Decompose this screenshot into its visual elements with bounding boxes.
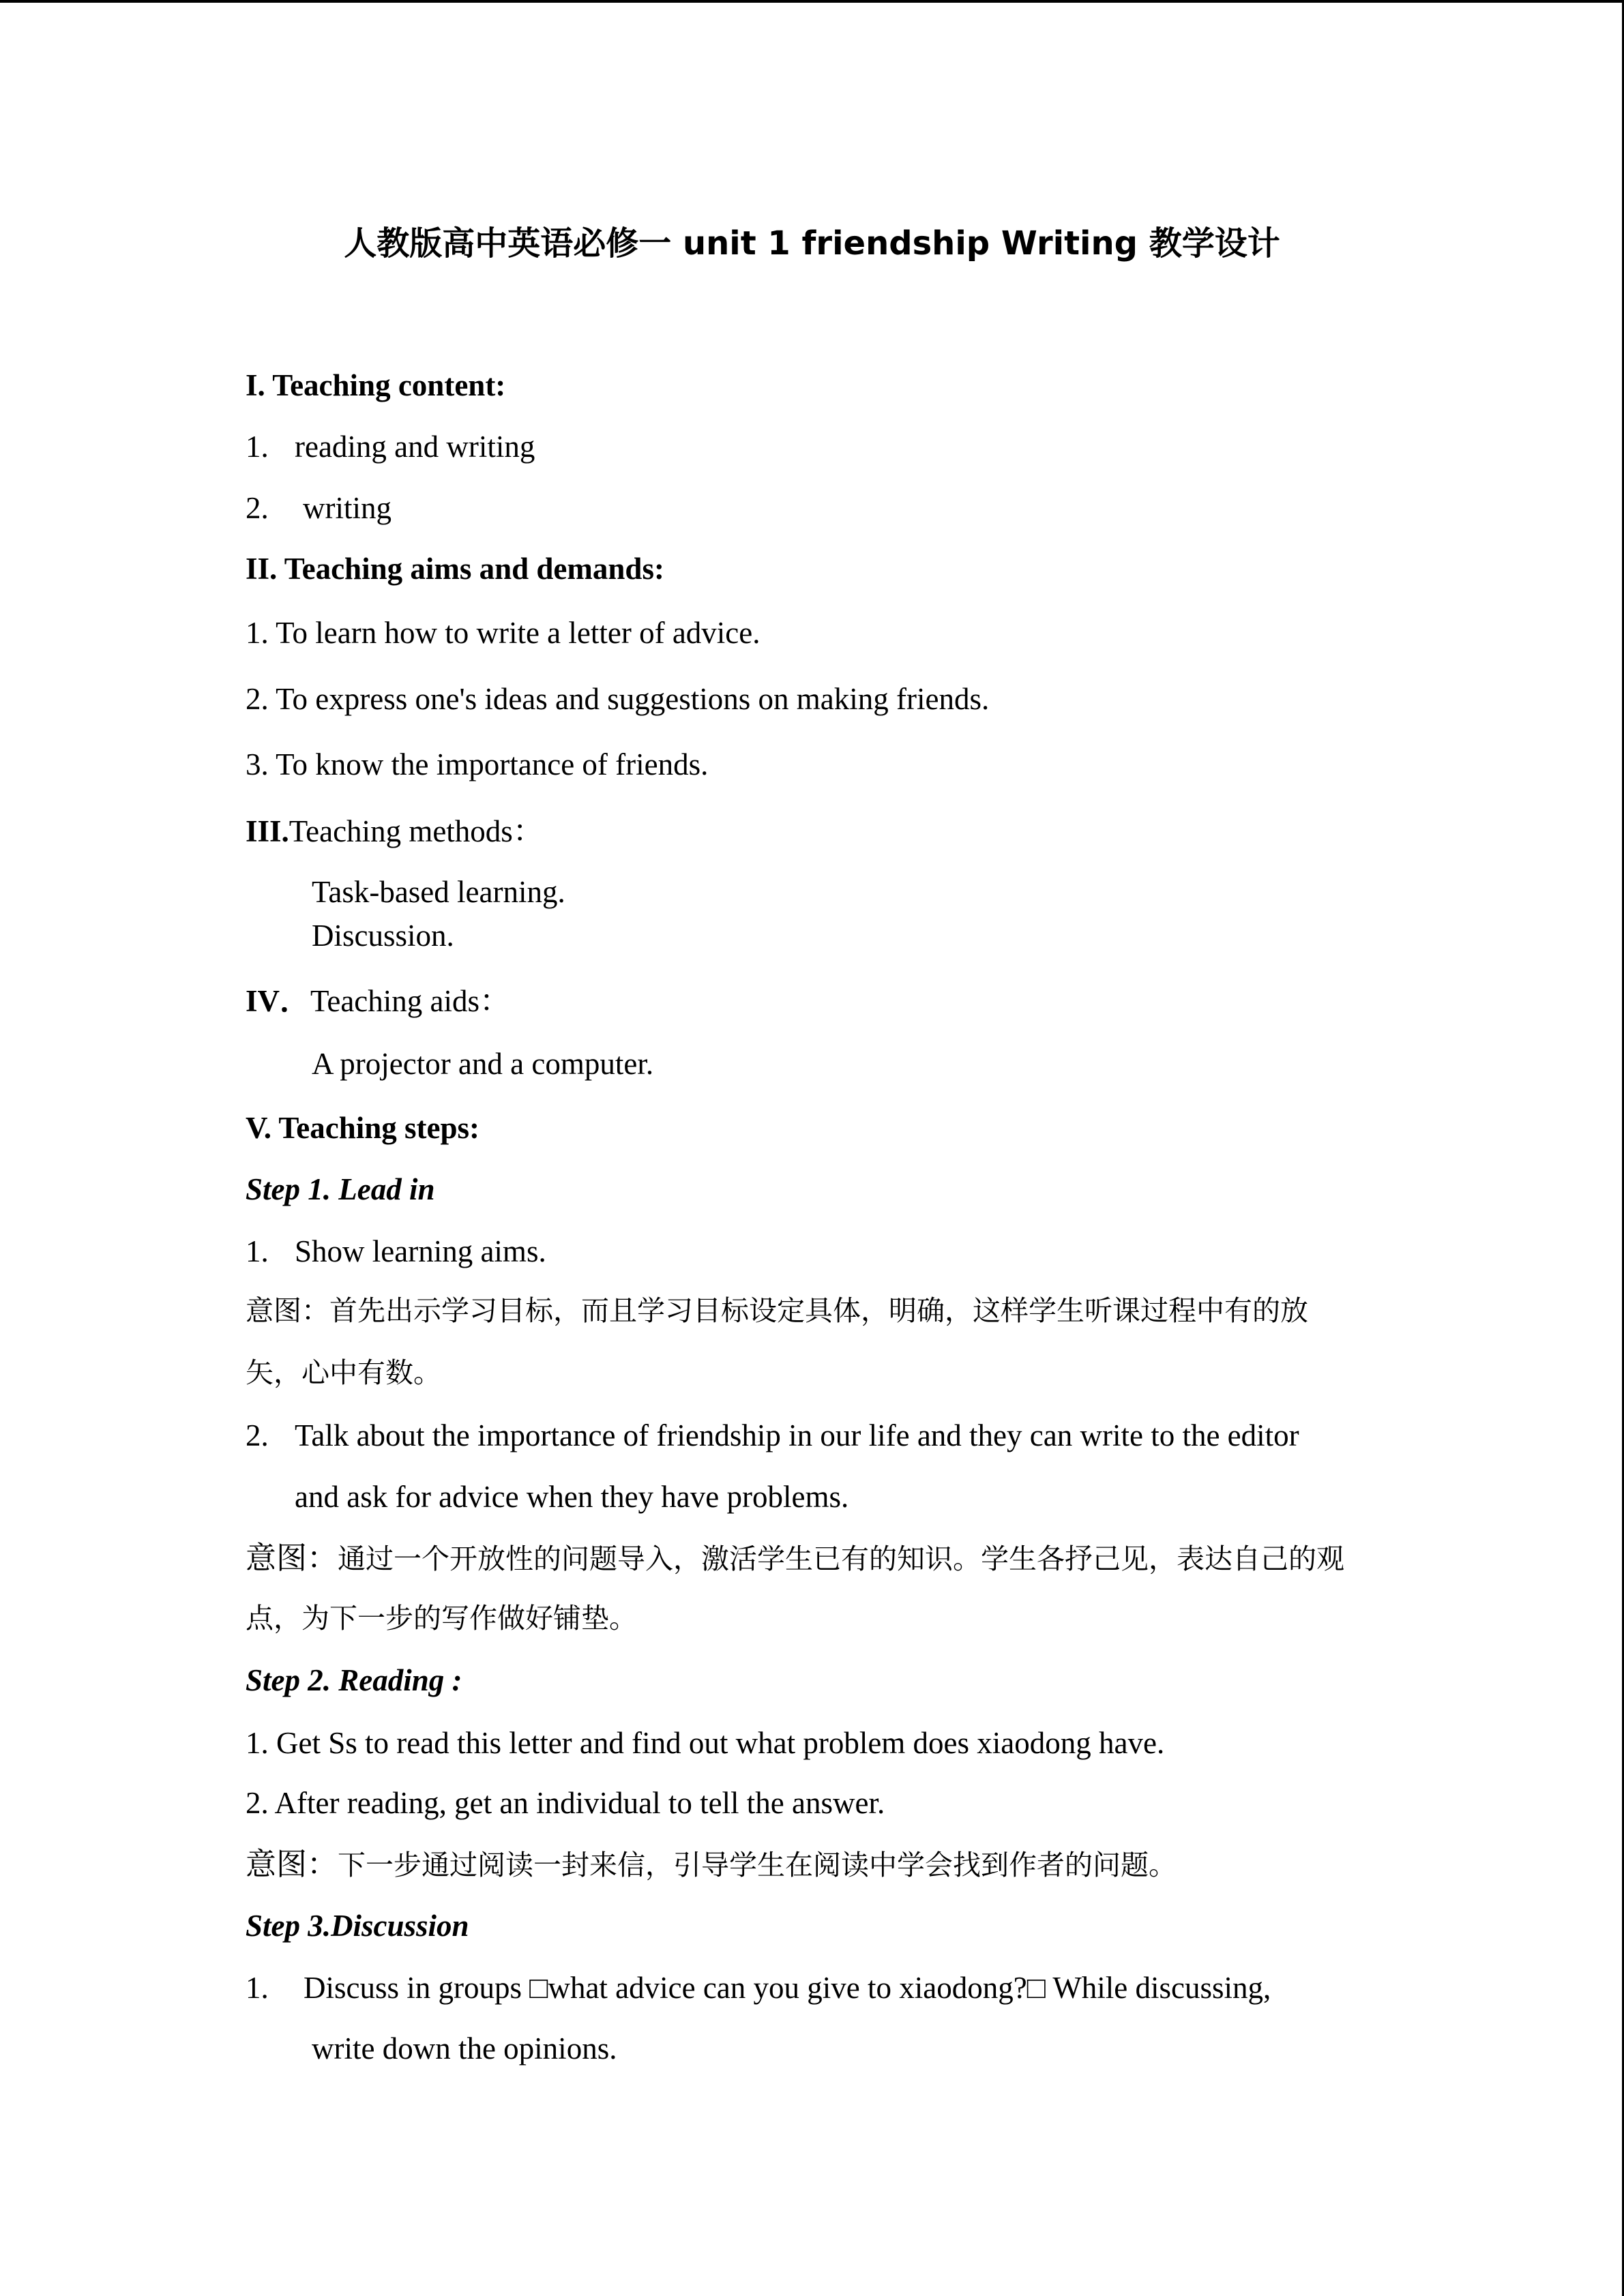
item-number: 1. bbox=[246, 1971, 269, 2005]
step-1-item-2-line-1 bbox=[246, 1417, 1299, 1454]
step-2-item-1: 1. Get Ss to read this letter and find out what problem does xiaodong have. bbox=[246, 1726, 1165, 1760]
step-1-intent-1-line-1: 意图：首先出示学习目标，而且学习目标设定具体，明确，这样学生听课过程中有的放 bbox=[246, 1294, 1308, 1327]
step-1-intent-1-line-2: 矢，心中有数。 bbox=[246, 1356, 441, 1389]
section-4-heading bbox=[246, 983, 510, 1019]
intent-text: 通过一个开放性的问题导入，激活学生已有的知识。学生各抒己见，表达自己的观 bbox=[338, 1542, 1345, 1575]
item-text: Discuss in groups □what advice can you give to xiaodong?□ While discussing, bbox=[304, 1971, 1271, 2005]
document-title: 人教版高中英语必修一 unit 1 friendship Writing 教学设计 bbox=[344, 224, 1280, 263]
section-2-heading: II. Teaching aims and demands: bbox=[246, 552, 664, 586]
item-text: reading and writing bbox=[295, 430, 535, 464]
step-2-item-2: 2. After reading, get an individual to tell the answer. bbox=[246, 1786, 885, 1820]
step-1-item-2-line-2: and ask for advice when they have problems. bbox=[295, 1480, 849, 1514]
section-1-item-1 bbox=[246, 428, 535, 465]
section-2-item-3: 3. To know the importance of friends. bbox=[246, 747, 709, 781]
step-1-intent-2-line-1 bbox=[246, 1540, 1344, 1577]
section-5-heading: V. Teaching steps: bbox=[246, 1111, 480, 1145]
step-2-intent bbox=[246, 1846, 1177, 1883]
item-number: 2. bbox=[246, 491, 269, 525]
intent-text: 下一步通过阅读一封来信，引导学生在阅读中学会找到作者的问题。 bbox=[338, 1849, 1177, 1881]
step-2-heading: Step 2. Reading : bbox=[246, 1663, 462, 1697]
section-3-item-1: Task-based learning. bbox=[312, 875, 565, 909]
item-text: Show learning aims. bbox=[295, 1234, 546, 1268]
heading-text: Teaching methods： bbox=[289, 814, 544, 848]
step-1-intent-2-line-2: 点，为下一步的写作做好铺垫。 bbox=[246, 1602, 637, 1635]
item-text: Talk about the importance of friendship in our life and they can write to the editor bbox=[295, 1418, 1299, 1452]
section-3-item-2: Discussion. bbox=[312, 919, 454, 953]
heading-numeral: III. bbox=[246, 814, 289, 848]
section-2-item-1: 1. To learn how to write a letter of advice. bbox=[246, 616, 761, 650]
section-3-heading bbox=[246, 813, 544, 850]
item-number: 1. bbox=[246, 430, 269, 464]
section-1-heading: I. Teaching content: bbox=[246, 368, 506, 402]
section-4-item-1: A projector and a computer. bbox=[312, 1047, 654, 1081]
step-3-item-1-line-2: write down the opinions. bbox=[312, 2031, 617, 2066]
step-3-heading: Step 3.Discussion bbox=[246, 1909, 469, 1943]
heading-text: Teaching aids： bbox=[310, 984, 511, 1018]
step-1-item-1 bbox=[246, 1233, 546, 1270]
item-number: 1. bbox=[246, 1234, 269, 1268]
section-2-item-2: 2. To express one's ideas and suggestions on making friends. bbox=[246, 682, 990, 716]
item-number: 2. bbox=[246, 1418, 269, 1452]
section-1-item-2 bbox=[246, 490, 392, 526]
item-text: writing bbox=[303, 491, 392, 525]
intent-label: 意图： bbox=[246, 1540, 338, 1576]
page-top-border bbox=[0, 0, 1624, 3]
intent-label: 意图： bbox=[246, 1846, 338, 1882]
step-1-heading: Step 1. Lead in bbox=[246, 1172, 435, 1206]
heading-numeral: IV． bbox=[246, 984, 311, 1018]
step-3-item-1-line-1 bbox=[246, 1969, 1271, 2006]
